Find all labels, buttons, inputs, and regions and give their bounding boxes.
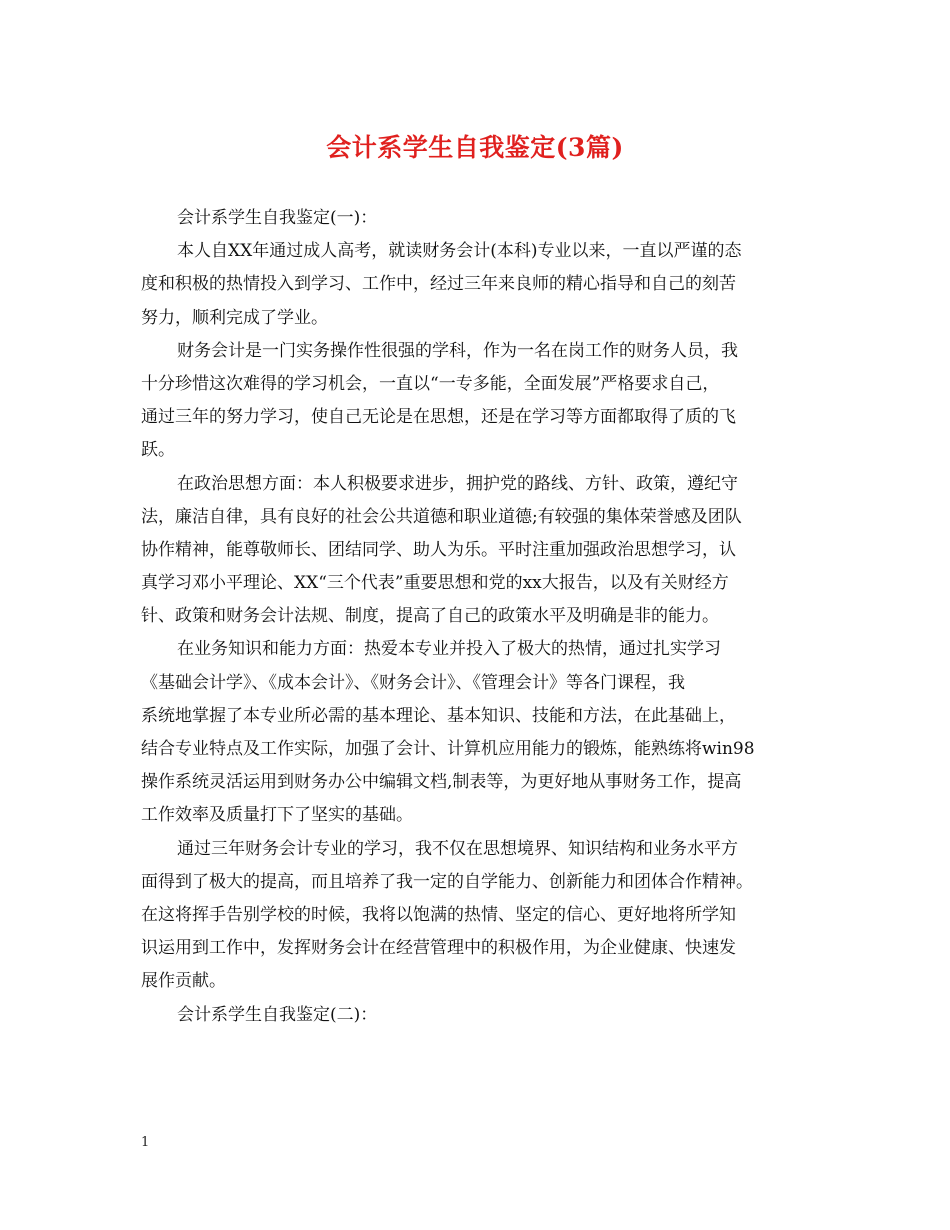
text-line: 跃。: [141, 440, 175, 461]
text-line: 工作效率及质量打下了坚实的基础。: [141, 805, 413, 826]
text-line: 针、政策和财务会计法规、制度，提高了自己的政策水平及明确是非的能力。: [141, 606, 719, 627]
text-line: 协作精神，能尊敬师长、团结同学、助人为乐。平时注重加强政治思想学习，认: [141, 539, 736, 560]
text-line: 会计系学生自我鉴定(二)：: [177, 1004, 378, 1025]
text-line: 法，廉洁自律，具有良好的社会公共道德和职业道德;有较强的集体荣誉感及团队: [141, 506, 742, 527]
document-body: [141, 202, 821, 1032]
text-line: 通过三年财务会计专业的学习，我不仅在思想境界、知识结构和业务水平方: [177, 838, 738, 859]
text-line: 结合专业特点及工作实际，加强了会计、计算机应用能力的锻炼，能熟练将win98: [141, 739, 755, 759]
text-line: 通过三年的努力学习，使自己无论是在思想，还是在学习等方面都取得了质的飞: [141, 407, 736, 428]
text-line: 度和积极的热情投入到学习、工作中，经过三年来良师的精心指导和自己的刻苦: [141, 274, 736, 295]
text-line: 本人自XX年通过成人高考，就读财务会计(本科)专业以来，一直以严谨的态: [177, 241, 742, 262]
text-line: 十分珍惜这次难得的学习机会，一直以“一专多能，全面发展”严格要求自己，: [141, 373, 720, 394]
text-line: 在业务知识和能力方面：热爱本专业并投入了极大的热情，通过扎实学习: [177, 639, 721, 660]
document-title: 会计系学生自我鉴定(3篇): [326, 133, 624, 162]
text-line: 在政治思想方面：本人积极要求进步，拥护党的路线、方针、政策，遵纪守: [177, 473, 738, 494]
text-line: 操作系统灵活运用到财务办公中编辑文档,制表等，为更好地从事财务工作，提高: [141, 772, 742, 793]
text-line: 《基础会计学》、《成本会计》、《财务会计》、《管理会计》等各门课程，我: [141, 672, 685, 693]
text-line: 系统地掌握了本专业所必需的基本理论、基本知识、技能和方法，在此基础上，: [141, 705, 736, 726]
text-line: 财务会计是一门实务操作性很强的学科，作为一名在岗工作的财务人员，我: [177, 340, 738, 361]
text-line: 展作贡献。: [141, 971, 226, 992]
text-line: 会计系学生自我鉴定(一)：: [177, 208, 378, 228]
text-line: 在这将挥手告别学校的时候，我将以饱满的热情、坚定的信心、更好地将所学知: [141, 904, 736, 925]
text-line: 真学习邓小平理论、XX“三个代表”重要思想和党的xx大报告，以及有关财经方: [141, 573, 729, 594]
text-line: 面得到了极大的提高，而且培养了我一定的自学能力、创新能力和团体合作精神。: [141, 871, 753, 892]
page-number: 1: [141, 1135, 150, 1150]
text-line: 识运用到工作中，发挥财务会计在经营管理中的积极作用，为企业健康、快速发: [141, 938, 736, 959]
text-line: 努力，顺利完成了学业。: [141, 307, 328, 328]
